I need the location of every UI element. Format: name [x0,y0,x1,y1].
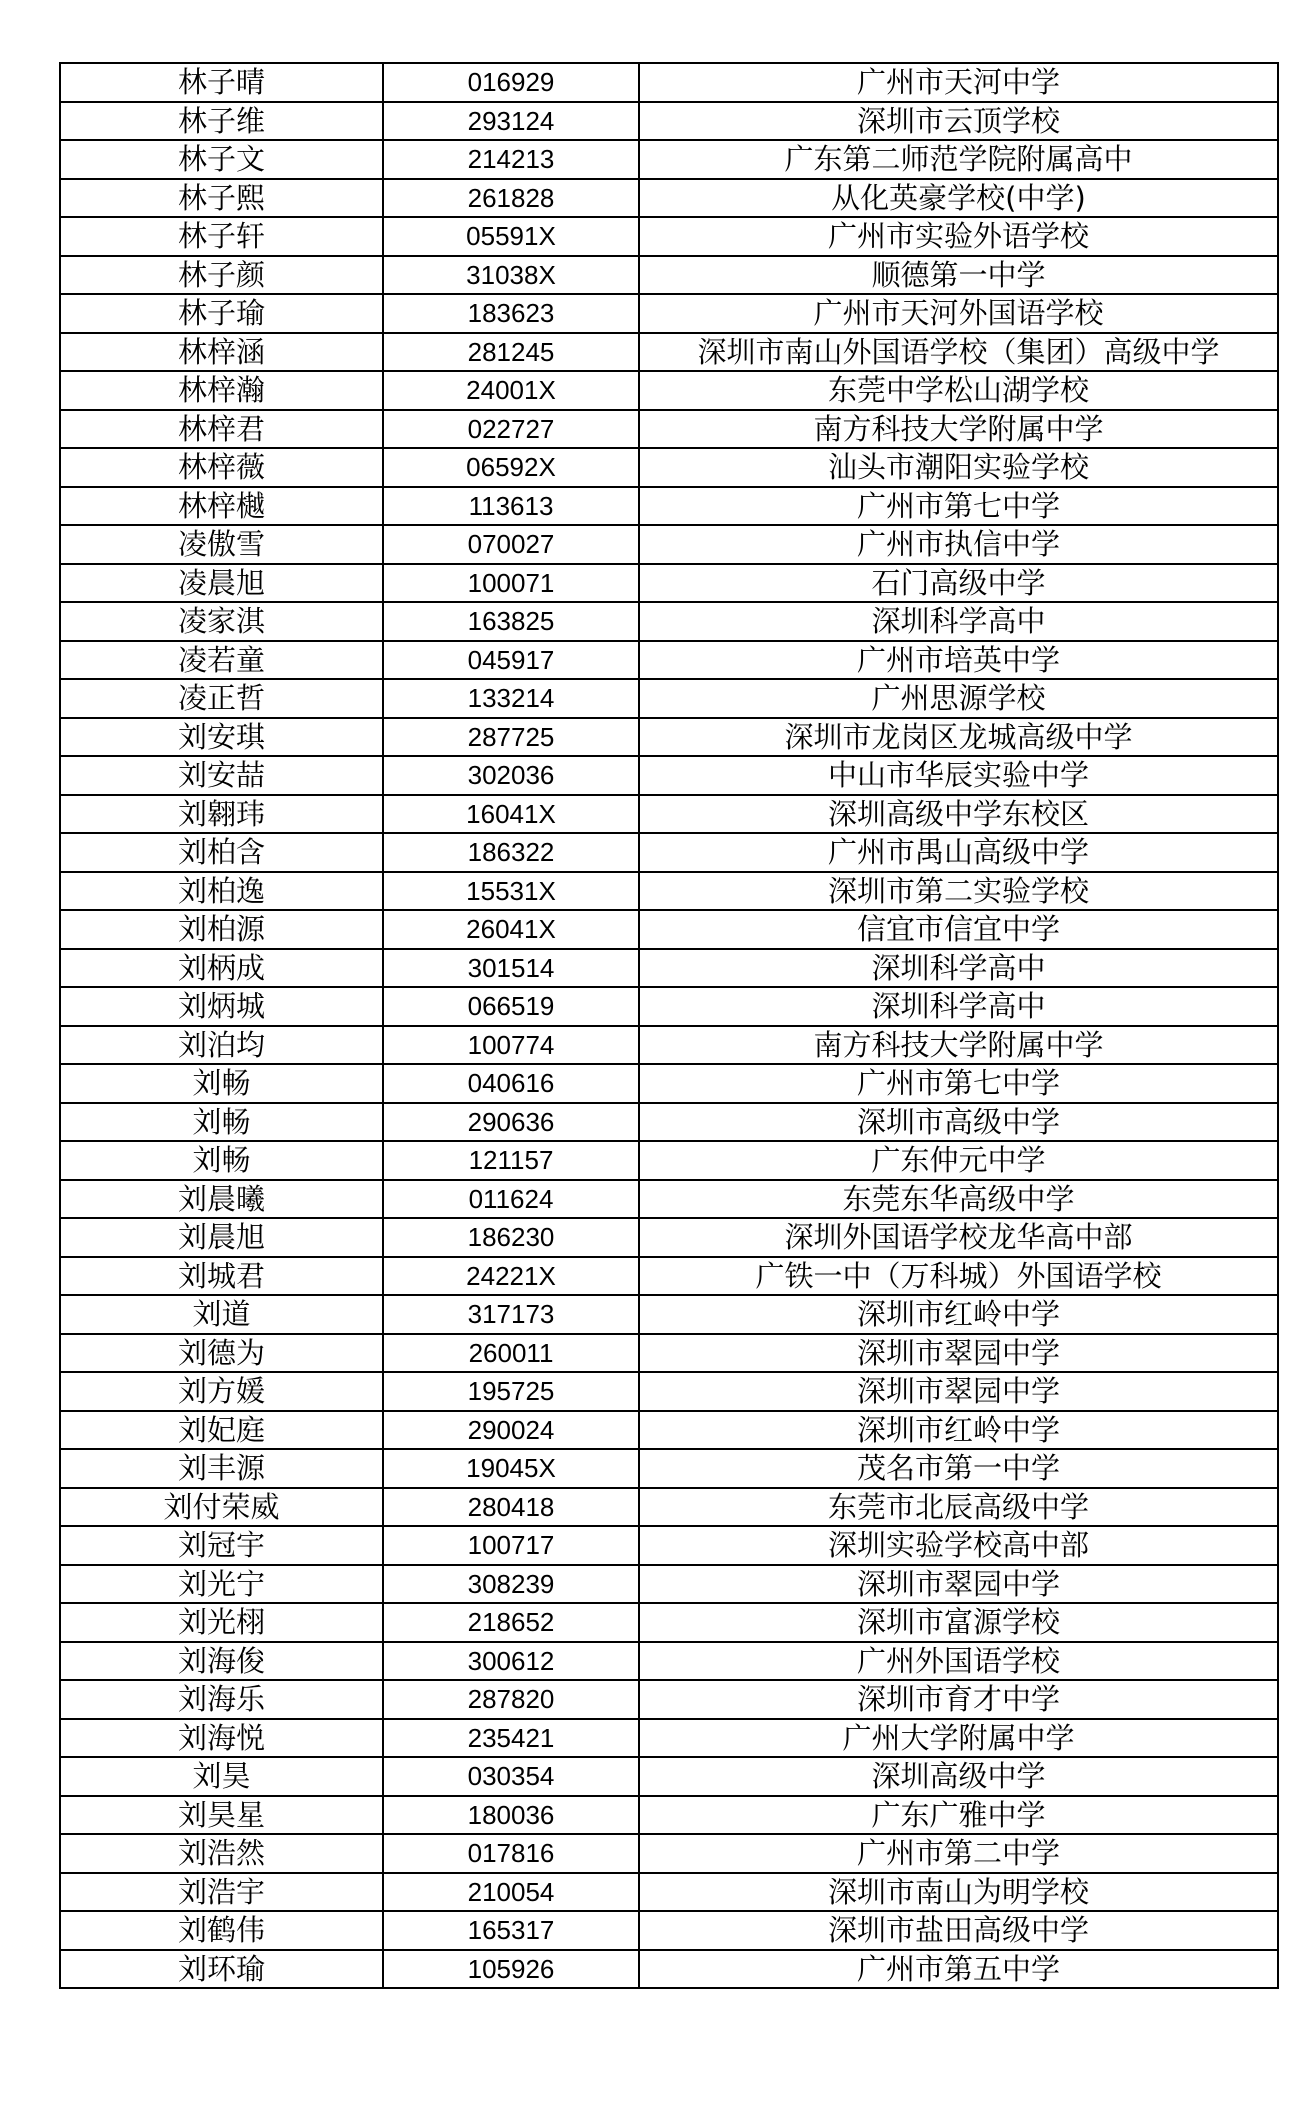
student-name-cell: 刘晨旭 [60,1218,383,1257]
school-name-cell: 广州外国语学校 [639,1642,1278,1681]
student-id-cell: 24221X [383,1257,639,1296]
table-row [60,1449,1278,1488]
school-name-cell: 深圳科学高中 [639,949,1278,988]
school-name-cell: 广州市禺山高级中学 [639,833,1278,872]
school-name-cell: 顺德第一中学 [639,256,1278,295]
school-name-cell: 深圳市翠园中学 [639,1565,1278,1604]
student-id-cell: 030354 [383,1757,639,1796]
table-row [60,256,1278,295]
school-name-cell: 东莞东华高级中学 [639,1180,1278,1219]
student-id-cell: 19045X [383,1449,639,1488]
student-id-cell: 15531X [383,872,639,911]
student-id-cell: 070027 [383,525,639,564]
student-name-cell: 林梓涵 [60,333,383,372]
table-row [60,1680,1278,1719]
student-id-cell: 31038X [383,256,639,295]
student-id-cell: 235421 [383,1719,639,1758]
student-name-cell: 刘泊均 [60,1026,383,1065]
school-name-cell: 深圳市盐田高级中学 [639,1911,1278,1950]
table-row [60,1642,1278,1681]
student-name-cell: 林子熙 [60,179,383,218]
table-row [60,1372,1278,1411]
table-row [60,102,1278,141]
student-id-cell: 163825 [383,602,639,641]
student-name-cell: 刘冠宇 [60,1526,383,1565]
table-row [60,410,1278,449]
school-name-cell: 广东仲元中学 [639,1141,1278,1180]
student-id-cell: 183623 [383,294,639,333]
student-name-cell: 林子维 [60,102,383,141]
school-name-cell: 广州市实验外语学校 [639,217,1278,256]
student-id-cell: 066519 [383,987,639,1026]
student-name-cell: 刘光宁 [60,1565,383,1604]
student-id-cell: 290636 [383,1103,639,1142]
student-id-cell: 133214 [383,679,639,718]
school-name-cell: 深圳高级中学东校区 [639,795,1278,834]
school-name-cell: 广州市第七中学 [639,1064,1278,1103]
student-id-cell: 301514 [383,949,639,988]
table-row [60,795,1278,834]
table-row [60,718,1278,757]
student-name-cell: 刘德为 [60,1334,383,1373]
student-name-cell: 凌晨旭 [60,564,383,603]
table-row [60,949,1278,988]
student-name-cell: 刘炳城 [60,987,383,1026]
table-row [60,525,1278,564]
table-row [60,140,1278,179]
table-row [60,217,1278,256]
school-name-cell: 深圳科学高中 [639,987,1278,1026]
student-name-cell: 凌正哲 [60,679,383,718]
school-name-cell: 深圳市红岭中学 [639,1295,1278,1334]
table-row [60,1064,1278,1103]
student-name-cell: 林子文 [60,140,383,179]
table-row [60,1295,1278,1334]
table-row [60,333,1278,372]
student-name-cell: 刘昊星 [60,1796,383,1835]
student-name-cell: 刘浩然 [60,1834,383,1873]
table-row [60,1719,1278,1758]
student-name-cell: 刘环瑜 [60,1950,383,1989]
table-row [60,1757,1278,1796]
table-row [60,1026,1278,1065]
school-name-cell: 深圳实验学校高中部 [639,1526,1278,1565]
school-name-cell: 南方科技大学附属中学 [639,1026,1278,1065]
school-name-cell: 深圳市高级中学 [639,1103,1278,1142]
school-name-cell: 南方科技大学附属中学 [639,410,1278,449]
student-id-cell: 293124 [383,102,639,141]
student-id-cell: 26041X [383,910,639,949]
student-name-cell: 刘丰源 [60,1449,383,1488]
student-name-cell: 刘柄成 [60,949,383,988]
student-name-cell: 刘海乐 [60,1680,383,1719]
student-name-cell: 林梓瀚 [60,371,383,410]
table-row [60,1603,1278,1642]
student-name-cell: 刘城君 [60,1257,383,1296]
student-name-cell: 刘道 [60,1295,383,1334]
school-name-cell: 广东第二师范学院附属高中 [639,140,1278,179]
student-id-cell: 281245 [383,333,639,372]
table-row [60,833,1278,872]
table-row [60,756,1278,795]
student-name-cell: 凌傲雪 [60,525,383,564]
student-name-cell: 刘鹤伟 [60,1911,383,1950]
student-id-cell: 186230 [383,1218,639,1257]
table-row [60,872,1278,911]
table-row [60,1911,1278,1950]
student-name-cell: 刘海俊 [60,1642,383,1681]
student-id-cell: 100774 [383,1026,639,1065]
student-name-cell: 刘昊 [60,1757,383,1796]
student-name-cell: 刘浩宇 [60,1873,383,1912]
student-id-cell: 302036 [383,756,639,795]
school-name-cell: 深圳市第二实验学校 [639,872,1278,911]
school-name-cell: 深圳市南山为明学校 [639,1873,1278,1912]
student-id-cell: 308239 [383,1565,639,1604]
school-name-cell: 广州市天河外国语学校 [639,294,1278,333]
table-row [60,1834,1278,1873]
student-id-cell: 100071 [383,564,639,603]
student-id-cell: 287820 [383,1680,639,1719]
student-id-cell: 121157 [383,1141,639,1180]
table-row [60,487,1278,526]
school-name-cell: 汕头市潮阳实验学校 [639,448,1278,487]
student-id-cell: 290024 [383,1411,639,1450]
student-name-cell: 刘畅 [60,1141,383,1180]
table-row [60,1180,1278,1219]
school-name-cell: 广州思源学校 [639,679,1278,718]
school-name-cell: 中山市华辰实验中学 [639,756,1278,795]
school-name-cell: 广州市第七中学 [639,487,1278,526]
student-id-cell: 16041X [383,795,639,834]
school-name-cell: 深圳高级中学 [639,1757,1278,1796]
student-name-cell: 刘柏源 [60,910,383,949]
student-id-cell: 105926 [383,1950,639,1989]
student-id-cell: 24001X [383,371,639,410]
student-id-cell: 011624 [383,1180,639,1219]
school-name-cell: 广州大学附属中学 [639,1719,1278,1758]
student-name-cell: 刘柏含 [60,833,383,872]
student-id-cell: 195725 [383,1372,639,1411]
table-row [60,564,1278,603]
table-row [60,1334,1278,1373]
student-name-cell: 林梓君 [60,410,383,449]
school-name-cell: 深圳市云顶学校 [639,102,1278,141]
student-name-cell: 刘安琪 [60,718,383,757]
school-name-cell: 深圳市南山外国语学校（集团）高级中学 [639,333,1278,372]
student-id-cell: 017816 [383,1834,639,1873]
student-name-cell: 林子晴 [60,63,383,102]
school-name-cell: 茂名市第一中学 [639,1449,1278,1488]
student-name-cell: 刘海悦 [60,1719,383,1758]
student-id-cell: 045917 [383,641,639,680]
student-name-cell: 刘妃庭 [60,1411,383,1450]
table-row [60,1141,1278,1180]
student-name-cell: 林子轩 [60,217,383,256]
student-id-cell: 218652 [383,1603,639,1642]
student-id-cell: 186322 [383,833,639,872]
table-row [60,294,1278,333]
school-name-cell: 东莞中学松山湖学校 [639,371,1278,410]
student-id-cell: 210054 [383,1873,639,1912]
school-name-cell: 广州市天河中学 [639,63,1278,102]
school-name-cell: 深圳市龙岗区龙城高级中学 [639,718,1278,757]
student-id-cell: 300612 [383,1642,639,1681]
student-name-cell: 刘方媛 [60,1372,383,1411]
table-row [60,987,1278,1026]
student-name-cell: 林子颜 [60,256,383,295]
student-id-cell: 016929 [383,63,639,102]
student-id-cell: 040616 [383,1064,639,1103]
table-row [60,1873,1278,1912]
table-row [60,1103,1278,1142]
table-row [60,1565,1278,1604]
student-name-cell: 凌家淇 [60,602,383,641]
school-name-cell: 深圳市翠园中学 [639,1372,1278,1411]
school-name-cell: 广州市第五中学 [639,1950,1278,1989]
school-name-cell: 深圳市红岭中学 [639,1411,1278,1450]
table-row [60,63,1278,102]
table-row [60,641,1278,680]
student-id-cell: 022727 [383,410,639,449]
table-row [60,1411,1278,1450]
table-row [60,1796,1278,1835]
student-id-cell: 100717 [383,1526,639,1565]
school-name-cell: 深圳科学高中 [639,602,1278,641]
school-name-cell: 深圳市育才中学 [639,1680,1278,1719]
table-row [60,371,1278,410]
school-name-cell: 广铁一中（万科城）外国语学校 [639,1257,1278,1296]
student-name-cell: 凌若童 [60,641,383,680]
student-id-cell: 260011 [383,1334,639,1373]
student-name-cell: 刘安喆 [60,756,383,795]
student-name-cell: 林梓薇 [60,448,383,487]
table-row [60,602,1278,641]
school-name-cell: 从化英豪学校(中学) [639,179,1278,218]
student-list-table [59,62,1279,1989]
student-name-cell: 刘畅 [60,1103,383,1142]
school-name-cell: 信宜市信宜中学 [639,910,1278,949]
student-id-cell: 06592X [383,448,639,487]
table-row [60,1218,1278,1257]
student-id-cell: 05591X [383,217,639,256]
school-name-cell: 广州市第二中学 [639,1834,1278,1873]
school-name-cell: 广东广雅中学 [639,1796,1278,1835]
school-name-cell: 广州市培英中学 [639,641,1278,680]
school-name-cell: 广州市执信中学 [639,525,1278,564]
table-body [60,63,1278,1988]
table-row [60,679,1278,718]
table-row [60,448,1278,487]
student-id-cell: 261828 [383,179,639,218]
student-name-cell: 林梓樾 [60,487,383,526]
table-row [60,1257,1278,1296]
student-name-cell: 刘翱玮 [60,795,383,834]
student-id-cell: 287725 [383,718,639,757]
student-name-cell: 刘光栩 [60,1603,383,1642]
table-row [60,179,1278,218]
student-id-cell: 165317 [383,1911,639,1950]
school-name-cell: 东莞市北辰高级中学 [639,1488,1278,1527]
table-row [60,1488,1278,1527]
student-name-cell: 刘畅 [60,1064,383,1103]
student-id-cell: 214213 [383,140,639,179]
table-row [60,1526,1278,1565]
student-id-cell: 280418 [383,1488,639,1527]
table-row [60,910,1278,949]
student-id-cell: 180036 [383,1796,639,1835]
student-name-cell: 刘柏逸 [60,872,383,911]
student-id-cell: 113613 [383,487,639,526]
school-name-cell: 深圳市富源学校 [639,1603,1278,1642]
student-name-cell: 刘晨曦 [60,1180,383,1219]
table-row [60,1950,1278,1989]
student-name-cell: 林子瑜 [60,294,383,333]
school-name-cell: 石门高级中学 [639,564,1278,603]
school-name-cell: 深圳外国语学校龙华高中部 [639,1218,1278,1257]
school-name-cell: 深圳市翠园中学 [639,1334,1278,1373]
student-name-cell: 刘付荣威 [60,1488,383,1527]
student-id-cell: 317173 [383,1295,639,1334]
